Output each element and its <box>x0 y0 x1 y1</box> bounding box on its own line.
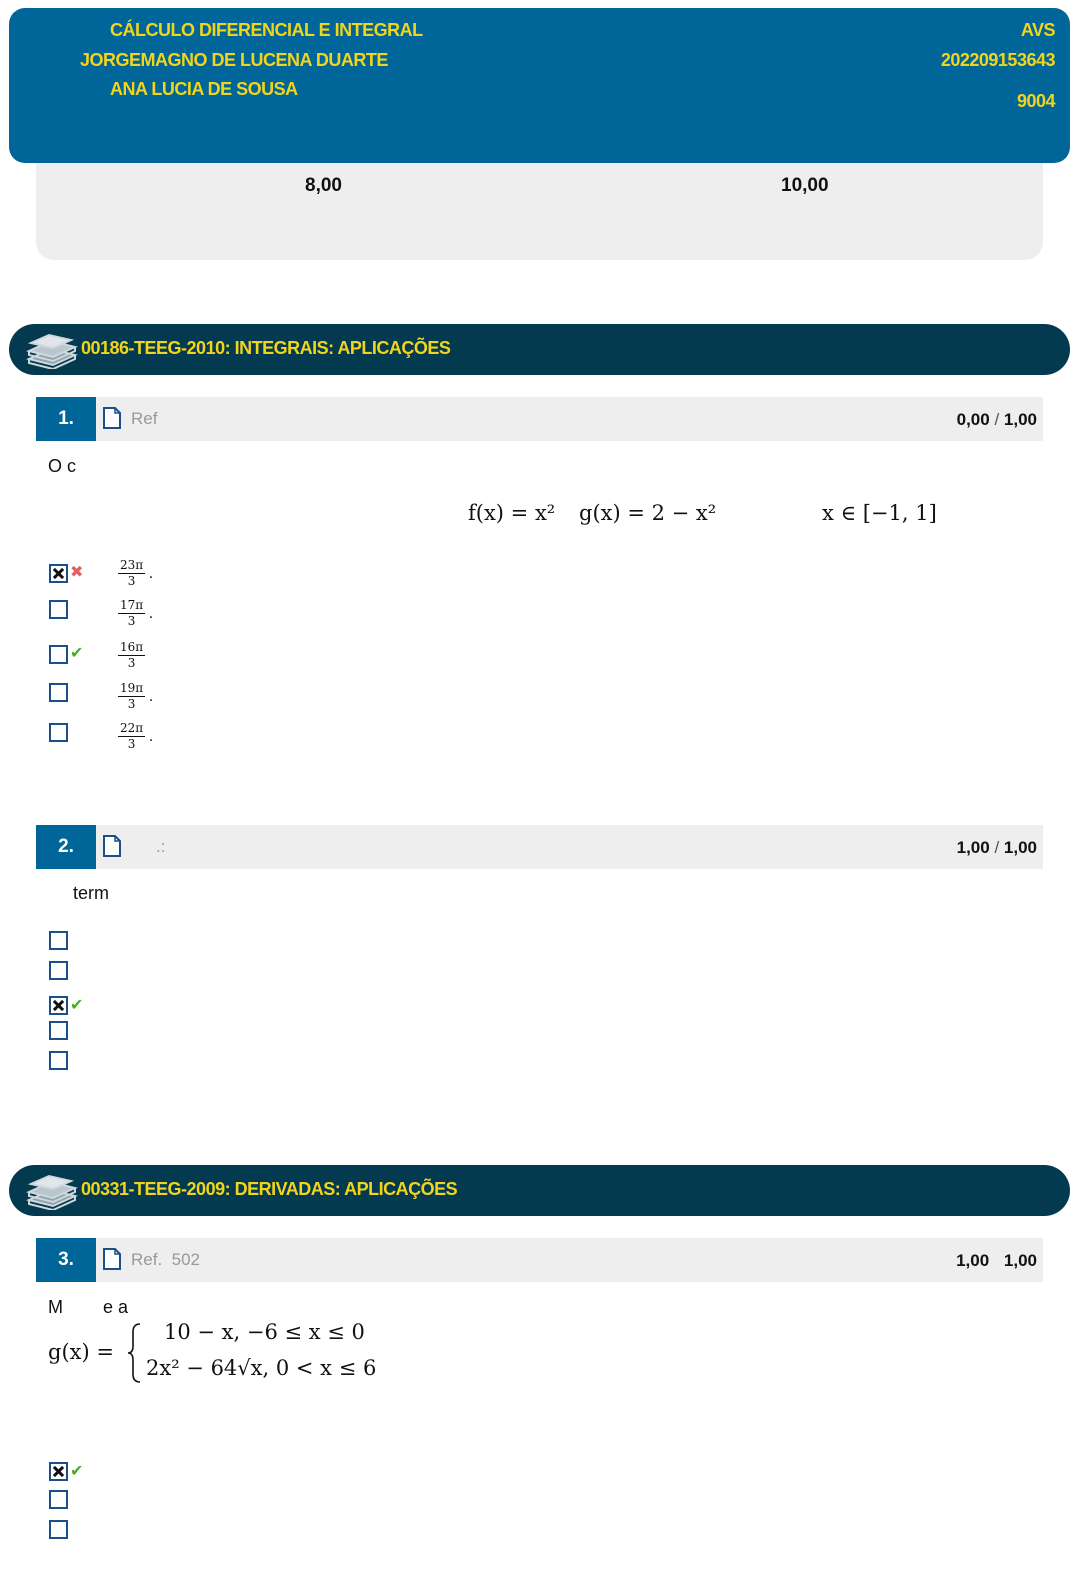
section-title: 00186-TEEG-2010: INTEGRAIS: APLICAÇÕES <box>81 338 451 358</box>
professor-name: JORGEMAGNO DE LUCENA DUARTE <box>80 50 388 70</box>
option-checkbox[interactable] <box>49 1490 68 1509</box>
option-checkbox[interactable] <box>49 996 68 1015</box>
option-value: 22π 3 . <box>120 721 154 751</box>
formula-lhs: g(x) = <box>48 1340 114 1364</box>
question-header <box>36 825 1043 869</box>
question-ref: Ref <box>131 409 158 428</box>
option-value: 17π 3 . <box>120 598 154 628</box>
grade-value: 8,00 <box>305 175 342 196</box>
check-icon: ✔ <box>70 997 84 1014</box>
question-text: O c <box>48 456 77 476</box>
document-icon[interactable] <box>103 1248 121 1270</box>
class-code: 9004 <box>1016 91 1055 111</box>
registration-number: 202209153643 <box>940 50 1055 70</box>
question-score: 1,00 1,00 <box>956 1251 1037 1270</box>
question-ref: Ref. 502 <box>131 1250 200 1269</box>
formula-f: f(x) = x² <box>468 501 556 525</box>
question-number: 3. <box>36 1238 96 1282</box>
question-score: 0,00 / 1,00 <box>956 410 1037 429</box>
option-checkbox[interactable] <box>49 564 68 583</box>
section-banner <box>9 324 1070 375</box>
question-header <box>36 1238 1043 1282</box>
option-checkbox[interactable] <box>49 645 68 664</box>
formula-domain: x ∈ [−1, 1] <box>822 501 937 525</box>
document-icon[interactable] <box>103 407 121 429</box>
score-panel <box>36 150 1043 260</box>
question-text: M e a <box>48 1297 129 1317</box>
exam-header <box>9 8 1070 163</box>
option-value: 23π 3 . <box>120 558 154 588</box>
books-icon <box>23 1172 79 1210</box>
check-icon: ✔ <box>70 645 84 662</box>
formula-case-2: 2x² − 64√x, 0 < x ≤ 6 <box>146 1356 377 1380</box>
option-checkbox[interactable] <box>49 600 68 619</box>
option-checkbox[interactable] <box>49 1021 68 1040</box>
option-value: $\frac{16\pi}{3}$ <box>120 640 144 670</box>
question-header <box>36 397 1043 441</box>
books-icon <box>23 331 79 369</box>
option-checkbox[interactable] <box>49 961 68 980</box>
brace-symbol <box>126 1322 142 1384</box>
option-checkbox[interactable] <box>49 1462 68 1481</box>
question-number: 1. <box>36 397 96 441</box>
formula-case-1: 10 − x, −6 ≤ x ≤ 0 <box>164 1320 365 1344</box>
question-ref: .: <box>156 837 166 856</box>
cross-icon: ✖ <box>70 564 84 581</box>
question-text: term <box>73 883 109 903</box>
section-title: 00331-TEEG-2009: DERIVADAS: APLICAÇÕES <box>81 1179 458 1199</box>
section-banner <box>9 1165 1070 1216</box>
course-name: CÁLCULO DIFERENCIAL E INTEGRAL <box>110 20 423 40</box>
question-score: 1,00 / 1,00 <box>956 838 1037 857</box>
question-number: 2. <box>36 825 96 869</box>
document-icon[interactable] <box>103 835 121 857</box>
option-checkbox[interactable] <box>49 1051 68 1070</box>
option-checkbox[interactable] <box>49 683 68 702</box>
exam-type: AVS <box>1020 20 1055 40</box>
check-icon: ✔ <box>70 1463 84 1480</box>
student-name: ANA LUCIA DE SOUSA <box>110 79 298 99</box>
option-checkbox[interactable] <box>49 931 68 950</box>
option-checkbox[interactable] <box>49 1520 68 1539</box>
formula-g: g(x) = 2 − x² <box>579 501 717 525</box>
max-grade-value: 10,00 <box>781 175 829 196</box>
option-value: 19π 3 . <box>120 681 154 711</box>
option-checkbox[interactable] <box>49 723 68 742</box>
